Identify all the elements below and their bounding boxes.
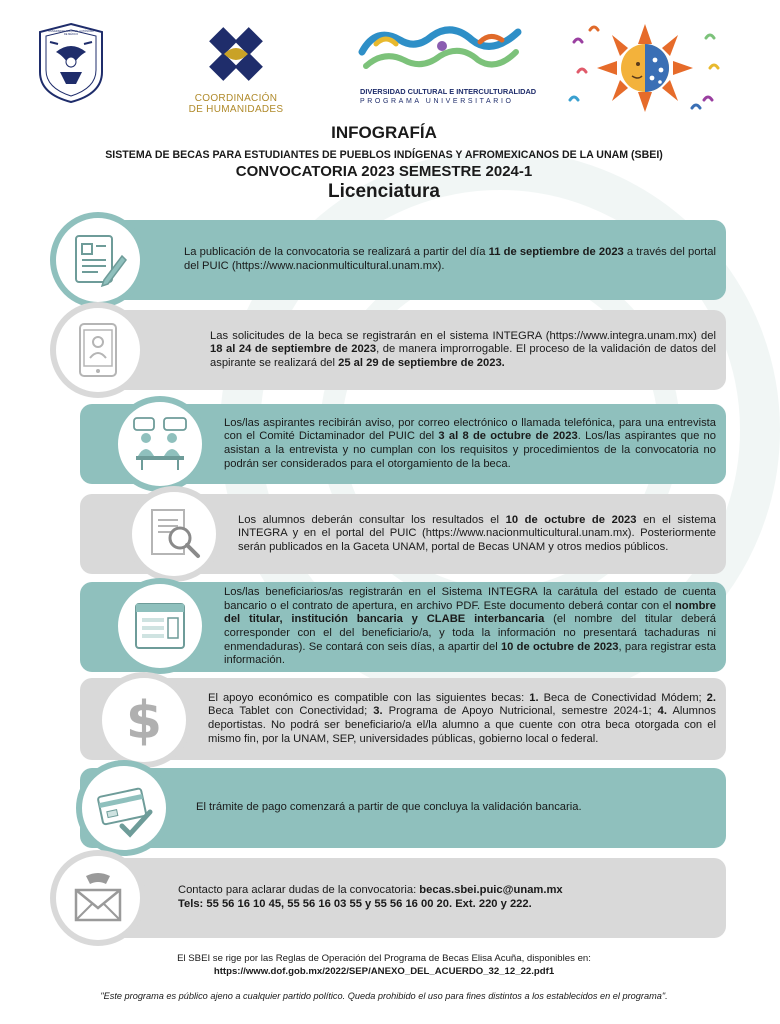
step-text: El apoyo económico es compatible con las siguientes becas: 1. Beca de Conectividad Módem; 2. Beca Tablet con Conectividad; 3. Programa de Apoyo Nutricional, semestre 2024-1; 4. Alumnos deportistas. No podrá ser beneficiario/a el/la alumno a que cuente con otra beca otorgada con el mismo fin, por la UNAM, SEP, universidades públicas, gobierno local o federal.: [208, 691, 716, 745]
diversidad-line1: DIVERSIDAD CULTURAL E INTERCULTURALIDAD: [360, 87, 537, 96]
step-text: El trámite de pago comenzará a partir de que concluya la validación bancaria.: [196, 801, 582, 814]
step-text: Los alumnos deberán consultar los resultados el 10 de octubre de 2023 en el sistema INTEGRA y en el portal del PUIC (https://www.nacionmulticultural.unam.mx). Posteriormente serán publicados en la Gaceta UNAM, portal de Becas UNAM y otros medios públicos.: [238, 513, 716, 553]
coordinacion-line2: DE HUMANIDADES: [188, 104, 284, 115]
coordinacion-emblem-icon: [186, 24, 286, 86]
page-subtitle: SISTEMA DE BECAS PARA ESTUDIANTES DE PUEBLOS INDÍGENAS Y AFROMEXICANOS DE LA UNAM (SBEI): [105, 149, 663, 161]
document-magnifier-icon: [142, 502, 206, 566]
footer-rules: [0, 952, 768, 978]
dollar-icon: [112, 688, 176, 752]
coordinacion-line1: COORDINACIÓN: [194, 93, 278, 104]
sun-mandala-logo: [560, 20, 730, 116]
step-icon-circle-5: [112, 578, 208, 674]
step-card-1: [80, 220, 726, 300]
phone-envelope-icon: [66, 866, 130, 930]
step-icon-circle-8: [50, 850, 146, 946]
step-card-2: [80, 310, 726, 390]
step-text: Contacto para aclarar dudas de la convocatoria: becas.sbei.puic@unam.mx Tels: 55 56 16 10 45, 55 56 16 03 55 y 55 56 16 00 20. Ext. 220 y 222.: [178, 884, 563, 910]
step-icon-circle-7: [76, 760, 172, 856]
footer-rules-text: El SBEI se rige por las Reglas de Operación del Programa de Becas Elisa Acuña, disponibles en:: [177, 953, 591, 964]
step-card-8: [80, 858, 726, 938]
step-text: Las solicitudes de la beca se registrarán en el sistema INTEGRA (https://www.integra.unam.mx) del 18 al 24 de septiembre de 2023, de manera improrrogable. El proceso de la validación de datos del aspirante se realizará del 25 al 29 de septiembre de 2023.: [210, 329, 717, 369]
step-text: Los/las beneficiarios/as registrarán en el Sistema INTEGRA la carátula del estado de cuenta bancario o el contrato de apertura, en archivo PDF. Este documento deberá contar con el nombre del titular, institución bancaria y CLABE interbancaria (el nombre del titular deberá corresponder con el del beneficiario/a, y toda la información no presentará tachaduras ni enmendaduras). Se contará con seis días, a apartir del 10 de octubre de 2023, para registrar esta información.: [224, 586, 716, 667]
footer-rules-link[interactable]: https://www.dof.gob.mx/2022/SEP/ANEXO_DEL_ACUERDO_32_12_22.pdf1: [213, 966, 555, 977]
step-card-7: [80, 768, 726, 848]
card-check-icon: [92, 776, 156, 840]
tablet-profile-icon: [66, 318, 130, 382]
convocatoria-title: CONVOCATORIA 2023 SEMESTRE 2024-1: [235, 163, 533, 180]
step-icon-circle-6: [96, 672, 192, 768]
step-icon-circle-1: [50, 212, 146, 308]
waves-icon: [356, 22, 526, 78]
form-pen-icon: [66, 228, 130, 292]
diversidad-cultural-logo: [356, 22, 537, 114]
level-title: Licenciatura: [328, 181, 440, 202]
coordinacion-logo: [186, 24, 286, 114]
diversidad-line2: PROGRAMA UNIVERSITARIO: [360, 98, 514, 105]
bank-form-icon: [128, 594, 192, 658]
step-icon-circle-2: [50, 302, 146, 398]
footer-disclaimer: "Este programa es público ajeno a cualquier partido político. Queda prohibido el uso para fines distintos a los establecidos en el programa".: [100, 991, 668, 1001]
unam-seal-text: UNIVERSIDAD NACIONAL AUTÓNOMA DE MÉXICO: [48, 30, 94, 36]
unam-seal-logo: [36, 22, 106, 104]
svg-text:$: $: [125, 691, 163, 751]
step-text: La publicación de la convocatoria se realizará a partir del día 11 de septiembre de 2023 a través del portal del PUIC (https://www.nacionmulticultural.unam.mx).: [184, 246, 716, 272]
step-icon-circle-4: [126, 486, 222, 582]
step-icon-circle-3: [112, 396, 208, 492]
interview-people-icon: [128, 412, 192, 476]
page-title: INFOGRAFÍA: [331, 123, 437, 142]
logo-bar: [0, 18, 768, 118]
step-text: Los/las aspirantes recibirán aviso, por correo electrónico o llamada telefónica, para una entrevista con el Comité Dictaminador del PUIC del 3 al 8 de octubre de 2023. Los/las aspirantes que no asistan a la entrevista y no cumplan con los requisitos y procedimientos de la convocatoria no podrán ser considerados para el otorgamiento de la beca.: [224, 416, 716, 470]
header: [0, 122, 768, 203]
